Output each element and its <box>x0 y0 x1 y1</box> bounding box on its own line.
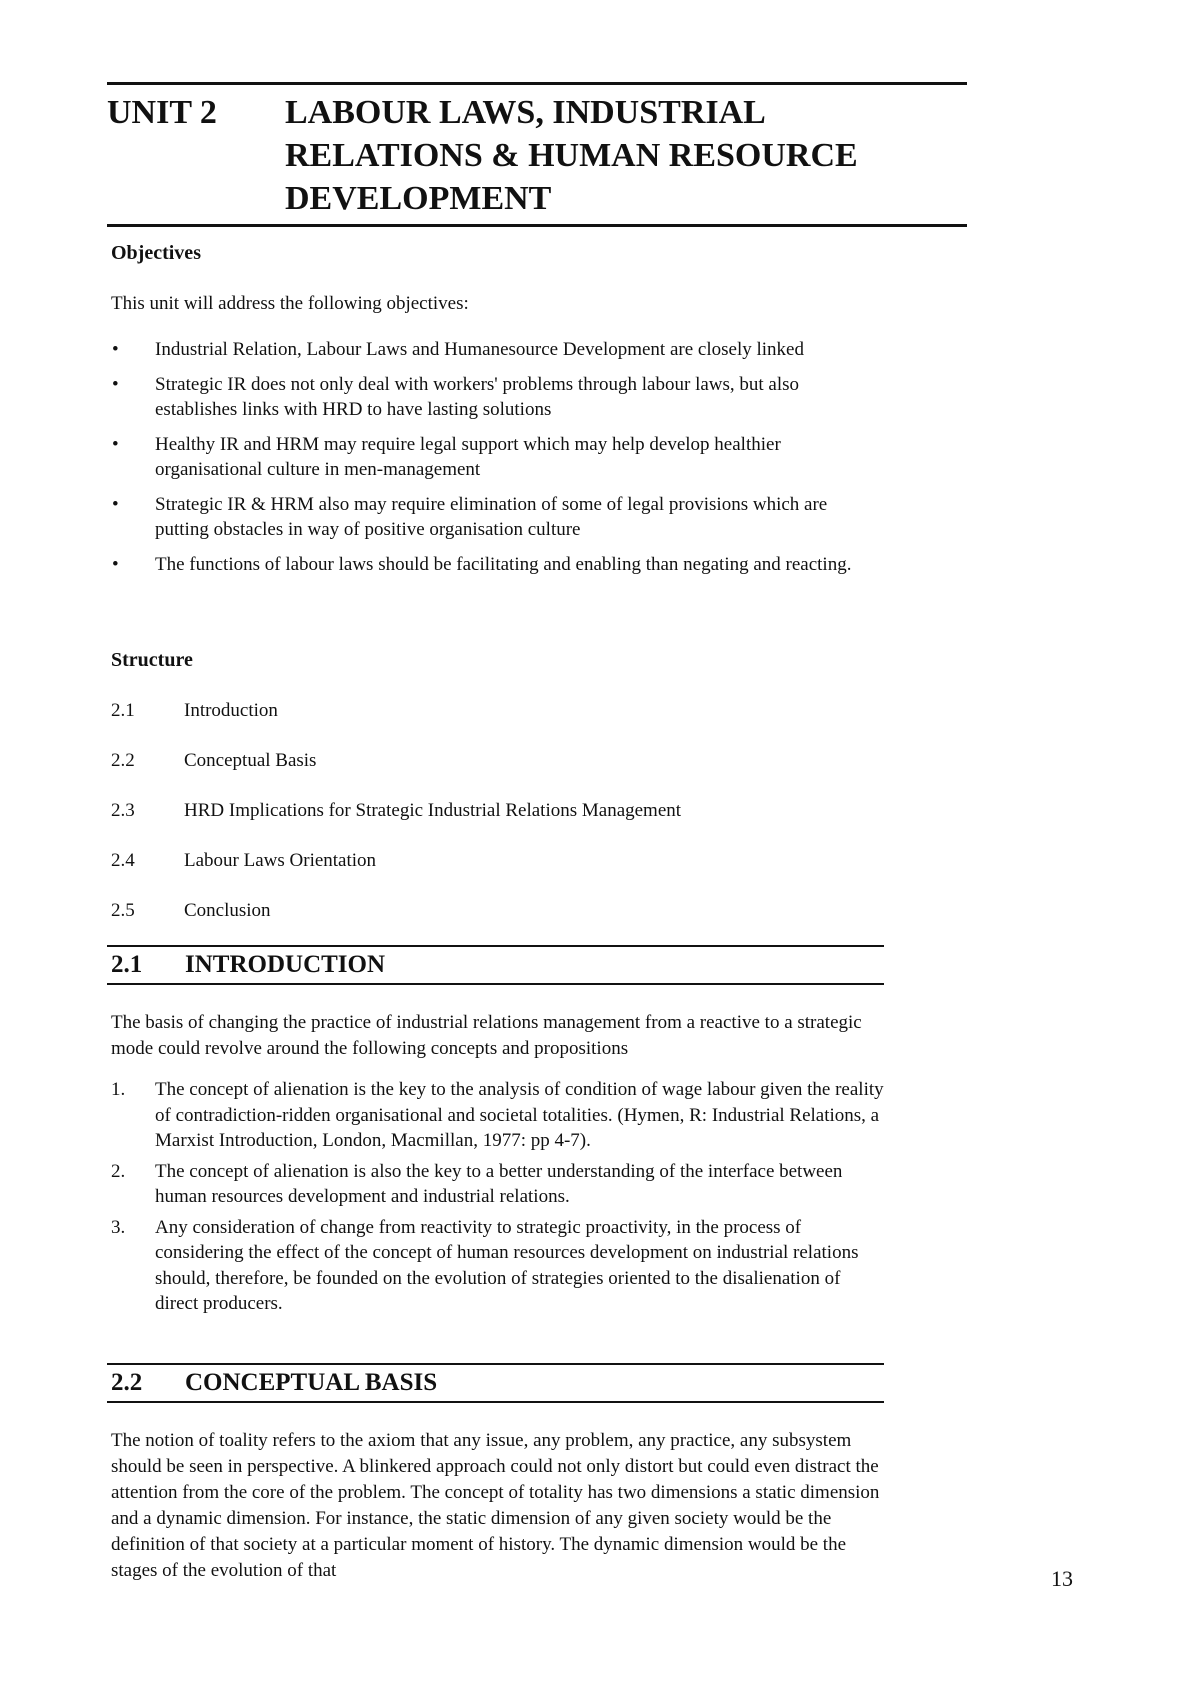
header-bottom-rule <box>107 224 967 227</box>
section-bottom-rule <box>107 1401 884 1403</box>
list-item: • Healthy IR and HRM may require legal support which may help develop healthier organisational culture in men-management <box>112 434 781 480</box>
bullet-icon: • <box>112 494 119 515</box>
list-item: 2. The concept of alienation is also the key to a better understanding of the interface between human resources development and industrial relations. <box>111 1160 843 1207</box>
structure-item: 2.5 Conclusion <box>111 900 271 921</box>
structure-list <box>111 698 881 948</box>
structure-item: 2.2 Conceptual Basis <box>111 750 317 771</box>
intro-numbered-list <box>111 1077 886 1322</box>
list-item: • The functions of labour laws should be facilitating and enabling than negating and reacting. <box>112 554 852 575</box>
bullet-icon: • <box>112 434 119 455</box>
objectives-list <box>111 337 881 587</box>
unit-label: UNIT 2 <box>107 94 217 131</box>
unit-title-line: LABOUR LAWS, INDUSTRIAL <box>285 94 766 131</box>
unit-title <box>285 91 858 220</box>
section-heading-conceptual-basis <box>107 1363 884 1403</box>
structure-item: 2.4 Labour Laws Orientation <box>111 850 377 871</box>
list-item: 3. Any consideration of change from reactivity to strategic proactivity, in the process of considering the effect of the concept of human resources development on industrial relations should, therefore, be founded on the evolution of strategies oriented to the disalienation of direct producers. <box>111 1216 859 1314</box>
section-heading-introduction <box>107 945 884 985</box>
unit-title-line: RELATIONS & HUMAN RESOURCE <box>285 137 858 174</box>
section-title: CONCEPTUAL BASIS <box>185 1369 438 1396</box>
intro-paragraph: The basis of changing the practice of industrial relations management from a reactive to a strategic mode could revolve around the following concepts and propositions <box>111 1012 862 1059</box>
unit-header <box>107 82 967 227</box>
section-number: 2.2 <box>111 1369 143 1396</box>
structure-item: 2.3 HRD Implications for Strategic Industrial Relations Management <box>111 800 682 821</box>
bullet-icon: • <box>112 374 119 395</box>
list-item: • Strategic IR & HRM also may require elimination of some of legal provisions which are putting obstacles in way of positive organisation culture <box>112 494 828 540</box>
list-item: • Industrial Relation, Labour Laws and Humanesource Development are closely linked <box>112 339 804 360</box>
unit-title-line: DEVELOPMENT <box>285 180 552 217</box>
page-number: 13 <box>1051 1566 1073 1591</box>
objectives-intro: This unit will address the following objectives: <box>111 293 469 314</box>
structure-heading: Structure <box>111 649 193 671</box>
bullet-icon: • <box>112 339 119 360</box>
list-item: 1. The concept of alienation is the key to the analysis of condition of wage labour given the reality of contradiction-ridden organisational and societal totalities. (Hymen, R: Industrial Relations, a Marxist Introduction, London, Macmillan, 1977: pp 4-7). <box>111 1079 884 1151</box>
objectives-heading: Objectives <box>111 242 201 264</box>
section-number: 2.1 <box>111 951 143 978</box>
list-item: • Strategic IR does not only deal with workers' problems through labour laws, but also establishes links with HRD to have lasting solutions <box>112 374 800 420</box>
conceptual-paragraph: The notion of toality refers to the axiom that any issue, any problem, any practice, any subsystem should be seen in perspective. A blinkered approach could not only distort but could even distract the attention from the core of the problem. The concept of totality has two dimensions a static dimension and a dynamic dimension. For instance, the static dimension of any given society would be the definition of that society at a particular moment of history. The dynamic dimension would be the stages of the evolution of that <box>111 1430 880 1581</box>
bullet-icon: • <box>112 554 119 575</box>
section-bottom-rule <box>107 983 884 985</box>
section-title: INTRODUCTION <box>185 951 386 978</box>
structure-item: 2.1 Introduction <box>111 700 278 721</box>
